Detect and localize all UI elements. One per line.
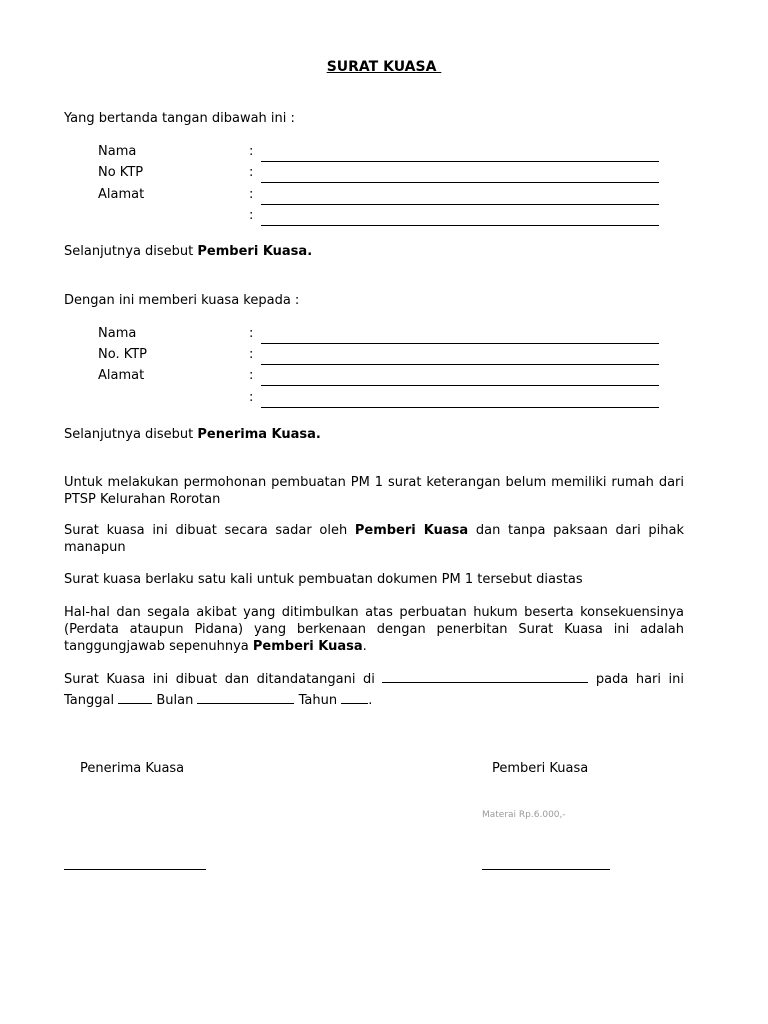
field-colon: : [249, 165, 254, 180]
penerima-alamat-field[interactable] [98, 368, 668, 386]
p4-bold: Pemberi Kuasa [252, 639, 363, 654]
field-label: Alamat [98, 187, 145, 202]
tanggal-blank[interactable] [118, 691, 152, 704]
p4-prefix: Hal-hal dan segala akibat yang ditimbulkan atas perbuatan hukum beserta konsekuensinya (Perdata ataupun Pidana) yang berkenaan dengan penerbitan Surat Kuasa ini adalah tanggungjawab sepenuhnya [64, 605, 684, 654]
field-blank-line [261, 385, 659, 386]
p5-b: pada hari ini Tanggal [64, 672, 684, 708]
signature-line-penerima[interactable] [64, 869, 206, 870]
pemberi-note-prefix: Selanjutnya disebut [64, 244, 198, 259]
field-colon: : [249, 368, 254, 383]
penerima-ktp-field[interactable] [98, 347, 668, 365]
pemberi-nama-field[interactable] [98, 144, 668, 162]
signature-line-pemberi[interactable] [482, 869, 610, 870]
field-colon: : [249, 208, 254, 223]
tahun-blank[interactable] [341, 691, 368, 704]
paragraph-responsibility [64, 604, 684, 655]
field-colon: : [249, 390, 254, 405]
p2-bold: Pemberi Kuasa [354, 523, 469, 538]
pemberi-alamat-field[interactable] [98, 187, 668, 205]
field-colon: : [249, 144, 254, 159]
p4-suffix: . [362, 639, 367, 654]
field-blank-line [261, 204, 659, 205]
p5-e: . [368, 693, 373, 708]
field-blank-line [261, 161, 659, 162]
p5-d: Tahun [294, 693, 342, 708]
pemberi-alamat-line2-field[interactable] [98, 208, 668, 226]
bulan-blank[interactable] [197, 691, 294, 704]
document-title: SURAT KUASA [326, 59, 442, 75]
field-label: Nama [98, 326, 137, 341]
kepada-text: Dengan ini memberi kuasa kepada : [64, 293, 300, 308]
field-blank-line [261, 343, 659, 344]
pemberi-ktp-field[interactable] [98, 165, 668, 183]
penerima-note-prefix: Selanjutnya disebut [64, 427, 198, 442]
signature-label-pemberi: Pemberi Kuasa [492, 761, 589, 776]
field-blank-line [261, 225, 659, 226]
field-label: No KTP [98, 165, 144, 180]
p5-a: Surat Kuasa ini dibuat dan ditandatangani di [64, 672, 383, 687]
field-label: Nama [98, 144, 137, 159]
paragraph-purpose: Untuk melakukan permohonan pembuatan PM 1 surat keterangan belum memiliki rumah dari PTSP Kelurahan Rorotan [64, 475, 684, 507]
field-label: No. KTP [98, 347, 148, 362]
p2-prefix: Surat kuasa ini dibuat secara sadar oleh [64, 523, 355, 538]
field-blank-line [261, 182, 659, 183]
paragraph-signing-place [64, 669, 684, 711]
intro-text: Yang bertanda tangan dibawah ini : [64, 111, 295, 126]
field-blank-line [261, 407, 659, 408]
materai-stamp-note: Materai Rp.6.000,- [482, 810, 566, 820]
pemberi-note [64, 244, 312, 259]
penerima-nama-field[interactable] [98, 326, 668, 344]
field-colon: : [249, 187, 254, 202]
penerima-note-bold: Penerima Kuasa. [197, 427, 321, 442]
p2-suffix: dan tanpa paksaan dari pihak manapun [64, 523, 684, 555]
paragraph-validity: Surat kuasa berlaku satu kali untuk pembuatan dokumen PM 1 tersebut diastas [64, 572, 583, 587]
signature-label-penerima: Penerima Kuasa [80, 761, 185, 776]
pemberi-note-bold: Pemberi Kuasa. [197, 244, 313, 259]
field-colon: : [249, 347, 254, 362]
field-blank-line [261, 364, 659, 365]
field-label: Alamat [98, 368, 145, 383]
paragraph-voluntary [64, 522, 684, 556]
penerima-alamat-line2-field[interactable] [98, 390, 668, 408]
p5-c: Bulan [152, 693, 198, 708]
place-blank[interactable] [382, 670, 588, 683]
field-colon: : [249, 326, 254, 341]
penerima-note [64, 427, 321, 442]
